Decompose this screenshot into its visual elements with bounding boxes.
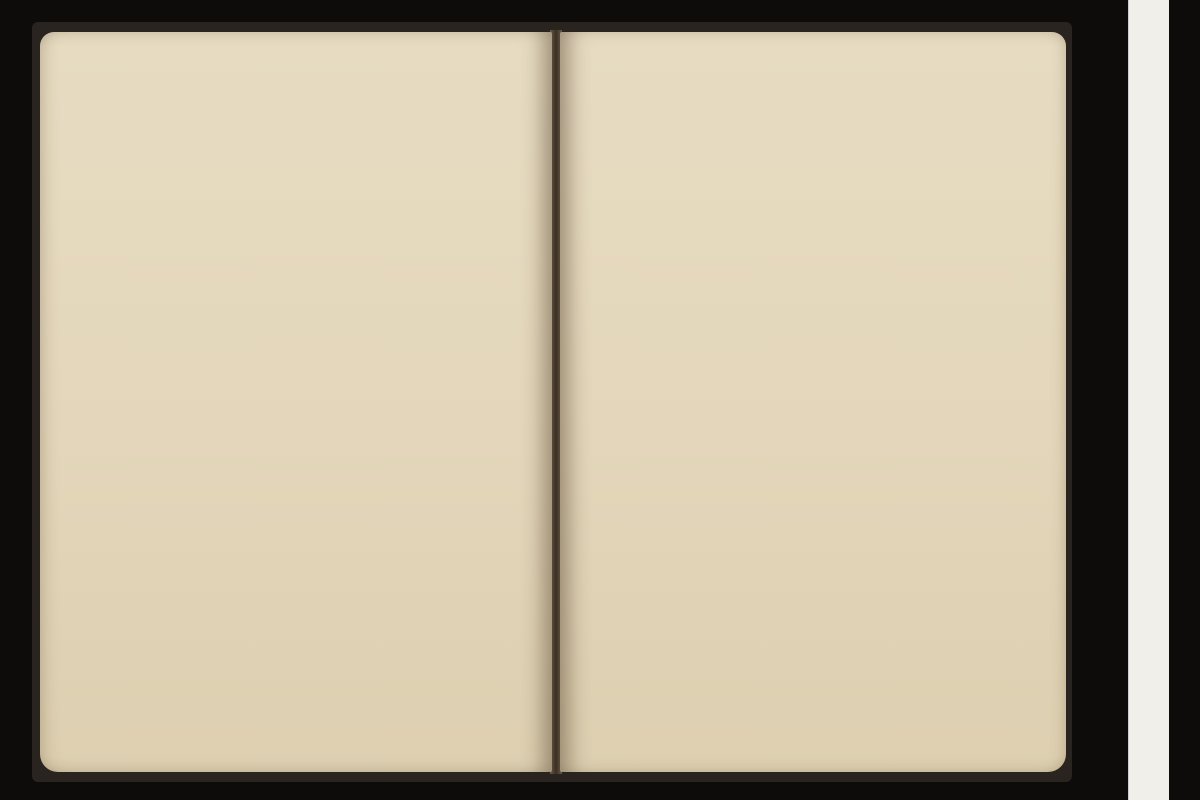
open-book	[32, 22, 1072, 782]
left-page	[40, 32, 552, 772]
measurement-ruler	[1128, 0, 1169, 800]
right-page	[560, 32, 1066, 772]
